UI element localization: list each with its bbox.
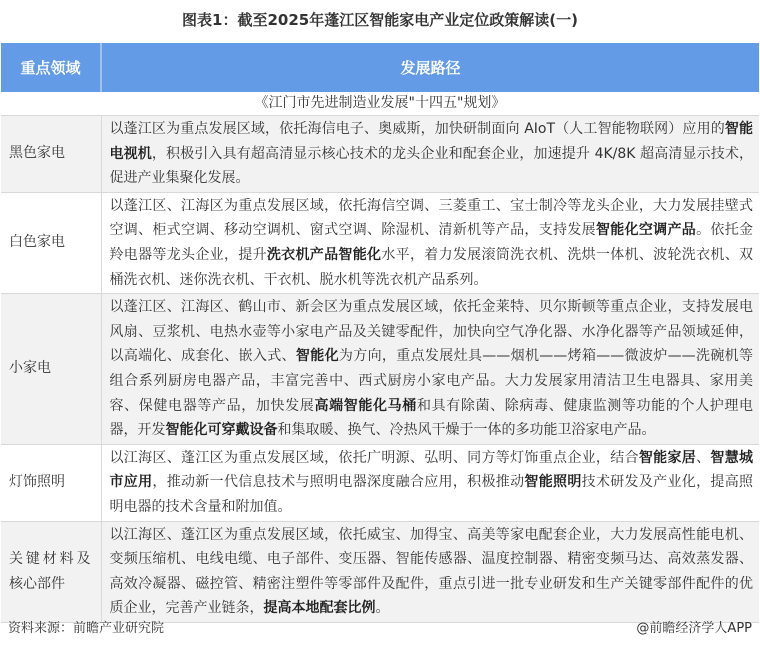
- section-label: 《江门市先进制造业发展"十四五"规划》: [1, 92, 759, 116]
- body-text: 和集取暖、换气、冷热风干燥于一体的多功能卫浴家电产品。: [277, 422, 656, 439]
- field-cell: 灯饰照明: [1, 444, 101, 521]
- path-cell: [101, 294, 759, 445]
- column-header-path: 发展路径: [101, 43, 759, 92]
- body-text: 水平，着力发展滚筒洗衣机、洗烘一体机、波轮洗衣机、双桶洗衣机、迷你洗衣机、干衣机、脱水机等洗衣机产品系列。: [109, 246, 754, 288]
- path-cell: [101, 444, 759, 521]
- body-text: 。依托金羚电器等龙头企业，提升: [109, 222, 754, 263]
- body-text: ，推动新一代信息技术与照明电器深度融合应用，积极推动: [152, 474, 525, 491]
- body-text: 。: [375, 600, 390, 617]
- table-row: [1, 444, 759, 521]
- body-text: 和具有除菌、除病毒、健康监测等功能的个人护理电器，开发: [109, 397, 754, 439]
- credit-note: @前瞻经济学人APP: [636, 621, 752, 636]
- field-cell: 白色家电: [1, 192, 101, 293]
- body-text: 以蓬江区、江海区为重点发展区域，依托海信空调、三菱重工、宝士制冷等龙头企业，大力发展挂壁式空调、柜式空调、移动空调机、窗式空调、除湿机、清新机等产品，支持发展: [109, 197, 753, 239]
- field-cell: 关键材料及核心部件: [1, 521, 101, 622]
- table-row: [1, 116, 759, 193]
- body-text: 以蓬江区为重点发展区域，依托海信电子、奥威斯，加快研制面向 AIoT（人工智能物联网）应用的: [109, 121, 725, 137]
- field-cell: 黑色家电: [1, 116, 101, 193]
- chart-title: 图表1：截至2025年蓬江区智能家电产业定位政策解读(一): [182, 11, 578, 29]
- source-note: 资料来源：前瞻产业研究院: [8, 621, 165, 636]
- highlight-text: 洗衣机产品智能化: [266, 246, 382, 263]
- body-text: 以蓬江区、江海区、鹤山市、新会区为重点发展区域，依托金莱特、贝尔斯顿等重点企业，支持发展电风扇、豆浆机、电热水壶等小家电产品及关键零配件，加快向空气净化器、水净化器等产品领域延伸，以高端化、成套化、嵌入式、: [109, 299, 753, 365]
- highlight-text: 智能化可穿戴设备: [165, 422, 278, 439]
- body-text: ，积极引入具有超高清显示核心技术的龙头企业和配套企业，加速提升 4K/8K 超高清显示技术，促进产业集聚化发展。: [109, 145, 754, 187]
- highlight-text: 智能照明: [524, 474, 582, 491]
- highlight-text: 智慧城市应用: [109, 449, 754, 491]
- path-cell: [101, 192, 759, 293]
- highlight-text: 智能家居: [638, 449, 697, 466]
- highlight-text: 高端智能化马桶: [314, 397, 417, 414]
- body-text: 以江海区、蓬江区为重点发展区域，依托广明源、弘明、同方等灯饰重点企业，结合: [109, 449, 639, 466]
- policy-table: [1, 43, 759, 623]
- highlight-text: 智能化空调产品: [595, 222, 697, 239]
- path-cell: [101, 521, 759, 622]
- body-text: 以江海区、蓬江区为重点发展区域，依托威宝、加得宝、高美等家电配套企业，大力发展高性能电机、变频压缩机、电线电缆、电子部件、变压器、智能传感器、温度控制器、精密变频马达、高效蒸发器、高效冷凝器、磁控管、精密注塑件等零部件及配件，重点引进一批专业研发和生产关键零部件配件的优质企业，完善产业链条，: [109, 526, 753, 617]
- column-header-field: 重点领域: [1, 43, 101, 92]
- highlight-text: 提高本地配套比例: [263, 600, 376, 617]
- body-text: 、: [696, 449, 711, 466]
- path-cell: [101, 116, 759, 193]
- highlight-text: 智能电视机: [109, 121, 754, 162]
- body-text: 技术研发及产业化，提高照明电器的技术含量和附加值。: [109, 474, 754, 515]
- table-row: [1, 192, 759, 293]
- table-header-row: [1, 43, 759, 92]
- highlight-text: 智能化: [295, 348, 339, 365]
- section-label-row: [1, 92, 759, 116]
- table-row: [1, 521, 759, 622]
- table-row: [1, 294, 759, 445]
- field-cell: 小家电: [1, 294, 101, 445]
- body-text: 为方向，重点发展灶具——烟机——烤箱——微波炉——洗碗机等组合系列厨房电器产品，丰富完善中、西式厨房小家电产品。大力发展家用清洁卫生电器具、家用美容、保健电器等产品，加快发展: [109, 348, 754, 414]
